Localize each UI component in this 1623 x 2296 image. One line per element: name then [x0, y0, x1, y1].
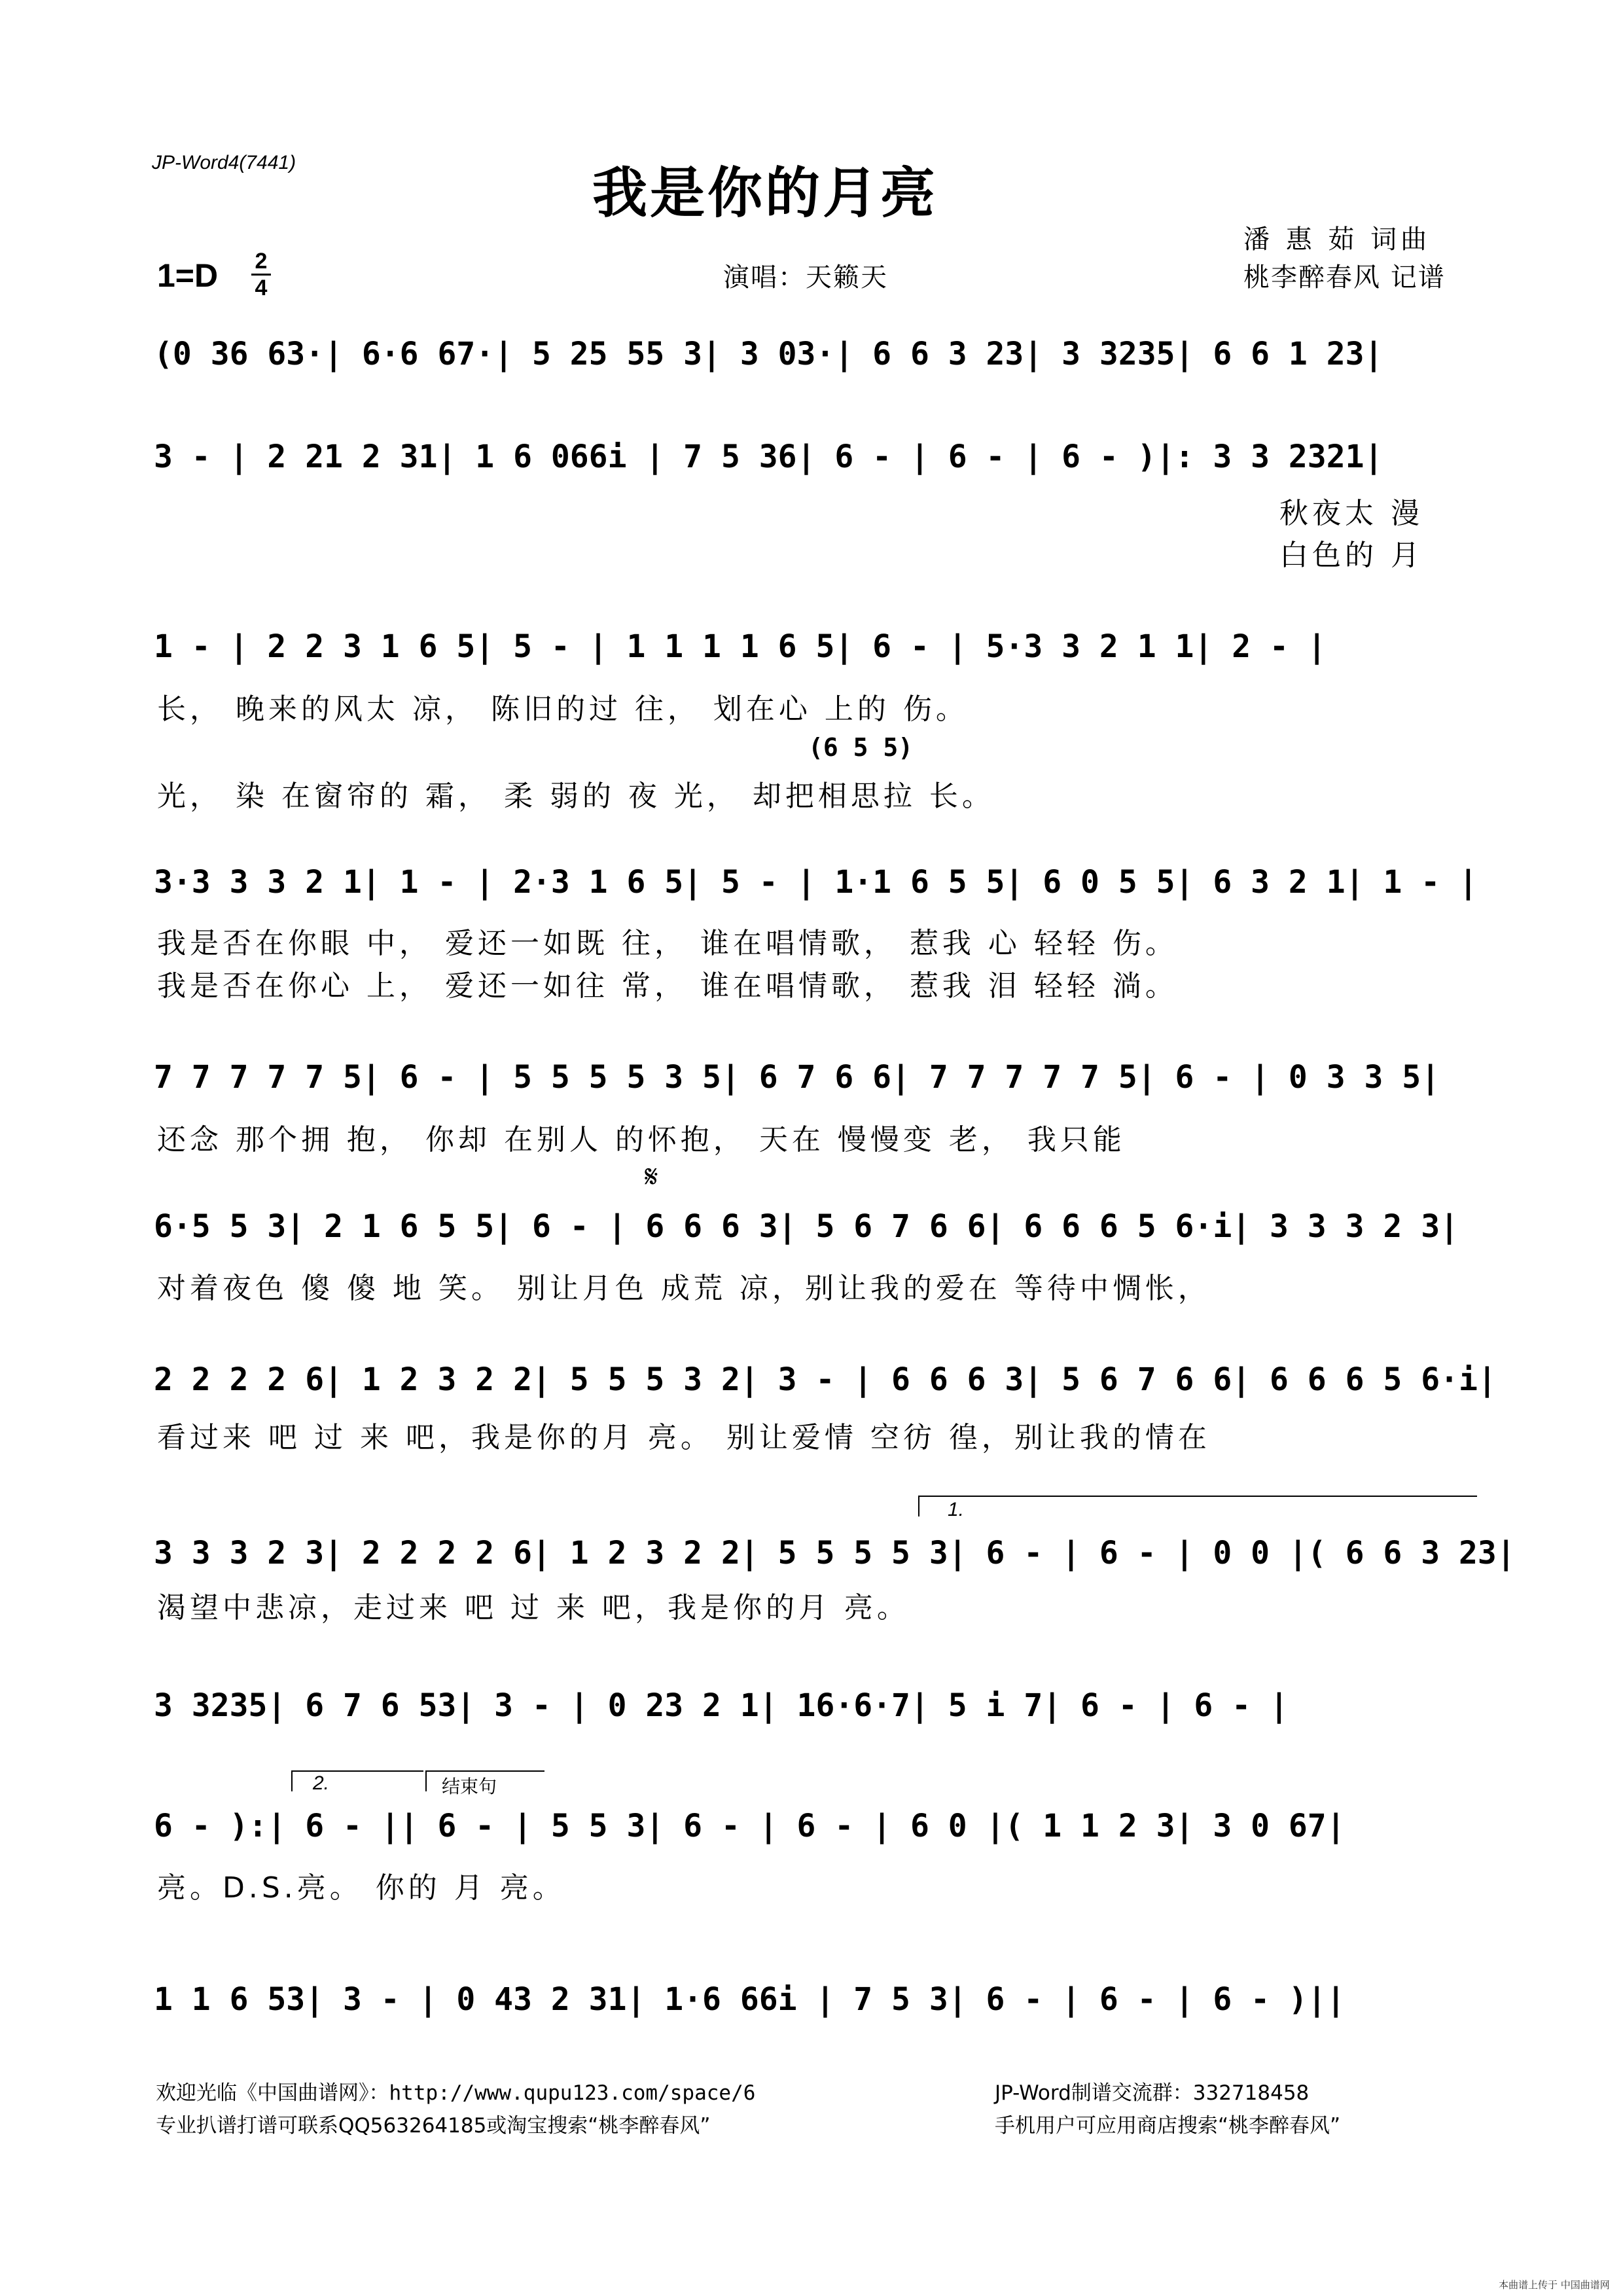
- volta-2-bracket: [291, 1770, 423, 1791]
- time-sig-bottom: 4: [255, 276, 268, 300]
- software-label: JP-Word4(7441): [152, 152, 296, 173]
- score-row-9: 3 3235| 6 7 6 53| 3 - | 0 23 2 1| 16·6·7| 5 i 7| 6 - | 6 - |: [154, 1687, 1289, 1724]
- lyric-row-4-verse2: 我是否在你心 上， 爱还一如往 常， 谁在唱情歌， 惹我 泪 轻轻 淌。: [157, 969, 1178, 1003]
- lyric-row-3-verse1: 长， 晚来的风太 凉， 陈旧的过 往， 划在心 上的 伤。: [157, 692, 969, 726]
- score-row-7: 2 2 2 2 6| 1 2 3 2 2| 5 5 5 3 2| 3 - | 6 6 6 3| 5 6 7 6 6| 6 6 6 5 6·i|: [154, 1361, 1497, 1398]
- score-row-1: (0 36 63·| 6·6 67·| 5 25 55 3| 3 03·| 6 6 3 23| 3 3235| 6 6 1 23|: [154, 336, 1383, 372]
- coda-label: 结束句: [442, 1776, 497, 1797]
- lyric-row-2-verse2: 白色的 月: [1279, 539, 1423, 572]
- footer-site-link[interactable]: 欢迎光临《中国曲谱网》：http://www.qupu123.com/space/6: [156, 2081, 756, 2105]
- footer-group: JP-Word制谱交流群：332718458: [995, 2081, 1310, 2105]
- footer-contact: 专业扒谱打谱可联系QQ563264185或淘宝搜索“桃李醉春风”: [156, 2114, 711, 2138]
- score-row-11: 1 1 6 53| 3 - | 0 43 2 31| 1·6 66i | 7 5 3| 6 - | 6 - | 6 - )||: [154, 1981, 1346, 2018]
- segno-sign: 𝄋: [645, 1158, 658, 1195]
- score-row-6: 6·5 5 3| 2 1 6 5 5| 6 - | 6 6 6 3| 5 6 7 6 6| 6 6 6 5 6·i| 3 3 3 2 3|: [154, 1208, 1459, 1245]
- time-sig-top: 2: [255, 249, 268, 274]
- lyric-row-4-verse1: 我是否在你眼 中， 爱还一如既 往， 谁在唱情歌， 惹我 心 轻轻 伤。: [157, 927, 1178, 960]
- lyric-row-8: 渴望中悲凉，走过来 吧 过 来 吧，我是你的月 亮。: [157, 1591, 910, 1624]
- key-signature: 1=D: [157, 257, 219, 294]
- singer-credit: 演唱：天籁天: [723, 262, 888, 293]
- score-row-4: 3·3 3 3 2 1| 1 - | 2·3 1 6 5| 5 - | 1·1 6 5 5| 6 0 5 5| 6 3 2 1| 1 - |: [154, 864, 1478, 901]
- score-row-8: 3 3 3 2 3| 2 2 2 2 6| 1 2 3 2 2| 5 5 5 5 3| 6 - | 6 - | 0 0 |( 6 6 3 23|: [154, 1535, 1516, 1571]
- lyric-row-7: 看过来 吧 过 来 吧，我是你的月 亮。 别让爱情 空彷 徨，别让我的情在: [157, 1421, 1211, 1454]
- score-row-3: 1 - | 2 2 3 1 6 5| 5 - | 1 1 1 1 6 5| 6 - | 5·3 3 2 1 1| 2 - |: [154, 628, 1327, 665]
- lyric-row-5: 还念 那个拥 抱， 你却 在别人 的怀抱， 天在 慢慢变 老， 我只能: [157, 1123, 1126, 1157]
- page-title: 我是你的月亮: [592, 160, 938, 225]
- footer-app: 手机用户可应用商店搜索“桃李醉春风”: [995, 2114, 1341, 2138]
- alt-notes: (6 5 5): [808, 733, 914, 762]
- watermark: 本曲谱上传于 中国曲谱网: [1499, 2279, 1610, 2291]
- lyric-row-3-verse2: 光， 染 在窗帘的 霜， 柔 弱的 夜 光， 却把相思拉 长。: [157, 780, 995, 813]
- lyric-row-2-verse1: 秋夜太 漫: [1279, 497, 1423, 530]
- transcriber-credit: 桃李醉春风 记谱: [1243, 262, 1446, 293]
- time-signature: [251, 250, 271, 299]
- score-row-5: 7 7 7 7 7 5| 6 - | 5 5 5 5 3 5| 6 7 6 6| 7 7 7 7 7 5| 6 - | 0 3 3 5|: [154, 1059, 1440, 1096]
- lyric-row-6: 对着夜色 傻 傻 地 笑。 别让月色 成荒 凉，别让我的爱在 等待中惆怅，: [157, 1272, 1211, 1305]
- lyric-row-10: 亮。D.S.亮。 你的 月 亮。: [157, 1871, 565, 1905]
- volta-2-label: 2.: [313, 1772, 330, 1794]
- volta-1-bracket: [918, 1496, 1477, 1516]
- volta-1-label: 1.: [948, 1499, 965, 1520]
- score-row-2: 3 - | 2 21 2 31| 1 6 066i | 7 5 36| 6 - | 6 - | 6 - )|: 3 3 2321|: [154, 439, 1383, 475]
- composer-credit: 潘 惠 茹 词曲: [1243, 224, 1431, 255]
- score-row-10: 6 - ):| 6 - || 6 - | 5 5 3| 6 - | 6 - | 6 0 |( 1 1 2 3| 3 0 67|: [154, 1808, 1346, 1844]
